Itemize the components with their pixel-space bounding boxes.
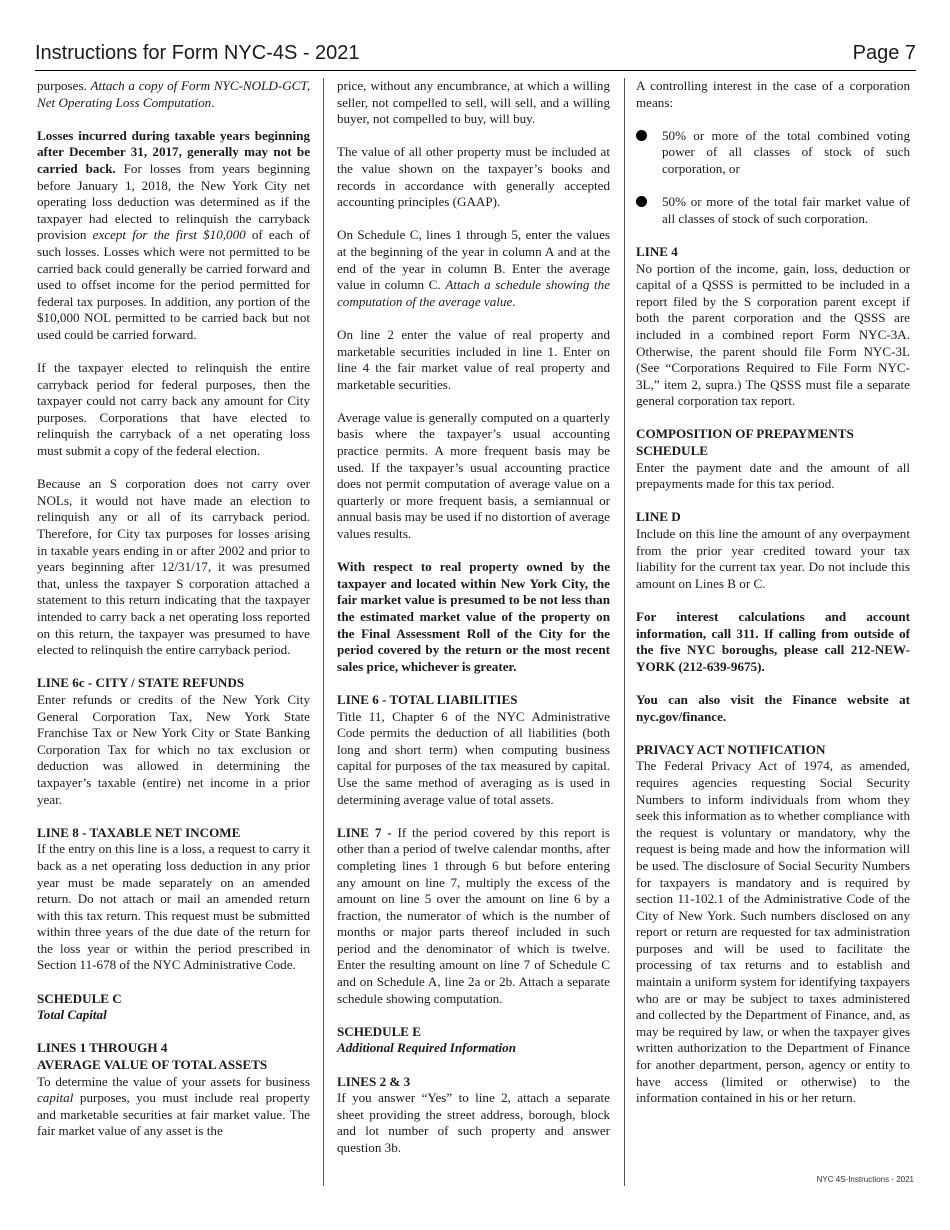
page-number: Page 7 xyxy=(852,42,916,64)
section-heading: LINES 2 & 3 xyxy=(337,1073,411,1089)
section-heading: LINE 6c - CITY / STATE REFUNDS xyxy=(37,675,245,691)
paragraph: purposes. Attach a copy of Form NYC-NOLD-GCT, Net Operating Loss Computation. xyxy=(37,78,310,110)
section-heading: LINES 1 THROUGH 4 xyxy=(37,1040,168,1056)
paragraph: To determine the value of your assets for business capital purposes, you must include real property and marketable securities at fair market value. The fair market value of any asset is the xyxy=(37,1073,310,1139)
document-title: Instructions for Form NYC-4S - 2021 xyxy=(35,42,360,64)
paragraph: No portion of the income, gain, loss, deduction or capital of a QSSS is permitted to be included in a report filed by the S corporation parent except if both the parent corporation and the QSSS are included in a combined report Form NYC-3A. Otherwise, the parent should file Form NYC-3L (See “Corporations Required to File Form NYC-3L,” item 2, supra.) The QSSS must file a separate general corporation tax report. xyxy=(636,260,910,409)
paragraph: price, without any encumbrance, at which a willing seller, not compelled to sell, will sell, and a willing buyer, not compelled to buy, will buy. xyxy=(337,78,610,127)
section-heading: SCHEDULE E xyxy=(337,1023,422,1039)
paragraph: You can also visit the Finance website at nyc.gov/finance. xyxy=(636,691,910,724)
column-divider xyxy=(323,78,324,1186)
paragraph: If the taxpayer elected to relinquish the entire carryback period for federal purposes, then the taxpayer could not carry back any amount for City purposes. Corporations that have elected to relinquish the carryback of a net operating loss must submit a copy of the federal election. xyxy=(37,360,310,459)
paragraph: With respect to real property owned by the taxpayer and located within New York City, the fair market value is presumed to be not less than the estimated market value of the property on the Final Assessment Roll of the City for the period covered by the return or the most recent sales price, whichever is greater. xyxy=(337,559,610,674)
column-3 xyxy=(636,78,910,1123)
bullet-icon xyxy=(636,130,647,141)
paragraph: The Federal Privacy Act of 1974, as amended, requires agencies requesting Social Security Numbers to inform individuals from whom they seek this information as to whether compliance with the request is voluntary or mandatory, why the request is being made and how the information will be used. The disclosure of Social Security Numbers for taxpayers is mandatory and is required by section 11-102.1 of the Administrative Code of the City of New York. Such numbers disclosed on any report or return are requested for tax administration purposes and will be used to facilitate the processing of tax returns and to establish and maintain a uniform system for identifying taxpayers who are or may be subject to taxes administered and collected by the Department of Finance, and, as may be required by law, or when the taxpayer gives written authorization to the Department of Finance for another department, person, agency or entity to have access (limited or otherwise) to the information contained in his or her return. xyxy=(636,758,910,1106)
paragraph: If you answer “Yes” to line 2, attach a separate sheet providing the street address, borough, block and lot number of such property and answer question 3b. xyxy=(337,1090,610,1155)
paragraph: Include on this line the amount of any overpayment from the prior year credited toward your tax liability for the current tax year. Do not include this amount on Lines B or C. xyxy=(636,526,910,591)
paragraph: Title 11, Chapter 6 of the NYC Administrative Code permits the deduction of all liabilities (both long and short term) when computing business capital for purposes of the tax measured by capital. Use the same method of averaging as is used in determining average value of total assets. xyxy=(337,708,610,807)
column-divider xyxy=(624,78,625,1186)
paragraph: On line 2 enter the value of real property and marketable securities included in line 1. Enter on line 4 the fair market value of real property and marketable securities. xyxy=(337,326,610,392)
section-heading: PRIVACY ACT NOTIFICATION xyxy=(636,741,826,757)
section-heading: LINE D xyxy=(636,509,681,525)
paragraph: LINE 7 - If the period covered by this report is other than a period of twelve calendar months, after completing lines 1 through 6 but before entering any amount on line 7, multiply the excess of the amount on line 5 over the amount on line 6 by a fraction, the numerator of which is the number of months or major parts thereof included in such period and the denominator of which is twelve. Enter the resulting amount on line 7 of Schedule C and on Schedule A, line 2a or 2b. Attach a separate schedule showing computation. xyxy=(337,824,610,1006)
section-subheading: Total Capital xyxy=(37,1007,107,1023)
paragraph: A controlling interest in the case of a corporation means: xyxy=(636,78,910,110)
list-item: 50% or more of the total combined voting power of all classes of stock of such corporation, or xyxy=(636,128,910,178)
section-subheading: Additional Required Information xyxy=(337,1040,516,1056)
paragraph: For interest calculations and account information, call 311. If calling from outside of the five NYC boroughs, please call 212-NEW-YORK (212-639-9675). xyxy=(636,609,910,674)
bullet-icon xyxy=(636,196,647,207)
section-heading: AVERAGE VALUE OF TOTAL ASSETS xyxy=(37,1057,268,1073)
section-heading: LINE 8 - TAXABLE NET INCOME xyxy=(37,824,241,840)
paragraph: Enter the payment date and the amount of all prepayments made for this tax period. xyxy=(636,459,910,492)
paragraph: Enter refunds or credits of the New York City General Corporation Tax, New York State Franchise Tax or New York City or State Banking Corporation Tax for which no tax exclusion or deduction was allowed in determining the taxpayer’s taxable (entire) net income in a prior year. xyxy=(37,691,310,807)
paragraph: If the entry on this line is a loss, a request to carry it back as a net operating loss deduction in any prior year must be made separately on an amended return. Do not attach or mail an amended return with this tax return. This request must be submitted within three years of the due date of the return for the loss year or within the period prescribed in Section 11-678 of the NYC Administrative Code. xyxy=(37,841,310,973)
paragraph: Because an S corporation does not carry over NOLs, it would not have made an election to relinquish any or all of its carryback period. Therefore, for City tax purposes for losses arising in taxable years ending in or after 2002 and prior to years beginning after 12/31/17, it was presumed that, unless the taxpayer S corporation attached a statement to this return indicating that the taxpayer intended to carry back a net operating loss reported on this return, the taxpayer was presumed to have elected to relinquish the entire carryback period. xyxy=(37,476,310,658)
section-heading: LINE 4 xyxy=(636,243,678,259)
section-heading: COMPOSITION OF PREPAYMENTS xyxy=(636,426,854,442)
paragraph: Average value is generally computed on a quarterly basis where the taxpayer’s usual accounting practice permits. A more frequent basis may be used. If the taxpayer’s usual accounting practice does not permit computation of average value on a quarterly or more frequent basis, a semiannual or annual basis may be used if no distortion of average values results. xyxy=(337,409,610,542)
column-1 xyxy=(37,78,310,1157)
page-header xyxy=(35,40,916,71)
paragraph: On Schedule C, lines 1 through 5, enter the values at the beginning of the year in column A and at the end of the year in column B. Enter the average value in column C. Attach a schedule showing the computation of the average value. xyxy=(337,227,611,309)
paragraph: The value of all other property must be included at the value shown on the taxpayer’s books and records in accordance with generally accepted accounting principles (GAAP). xyxy=(337,144,610,210)
list-item: 50% or more of the total fair market value of all classes of stock of such corporation. xyxy=(636,194,910,227)
paragraph: Losses incurred during taxable years beginning after December 31, 2017, generally may not be carried back. For losses from years beginning before January 1, 2018, the New York City net operating loss deduction was determined as if the taxpayer had elected to relinquish the carryback provision except for the first $10,000 of each of such losses. Losses which were not permitted to be carried back could generally be carried forward and used to offset income for the period permitted for federal tax purposes. In addition, any portion of the $10,000 NOL permitted to be carried back but not used could be carried forward. xyxy=(37,127,310,342)
section-heading: SCHEDULE xyxy=(636,443,709,459)
page-footer: NYC 4S-Instructions - 2021 xyxy=(816,1175,914,1184)
section-heading: SCHEDULE C xyxy=(37,990,122,1006)
section-heading: LINE 6 - TOTAL LIABILITIES xyxy=(337,691,518,707)
column-2 xyxy=(337,78,610,1173)
